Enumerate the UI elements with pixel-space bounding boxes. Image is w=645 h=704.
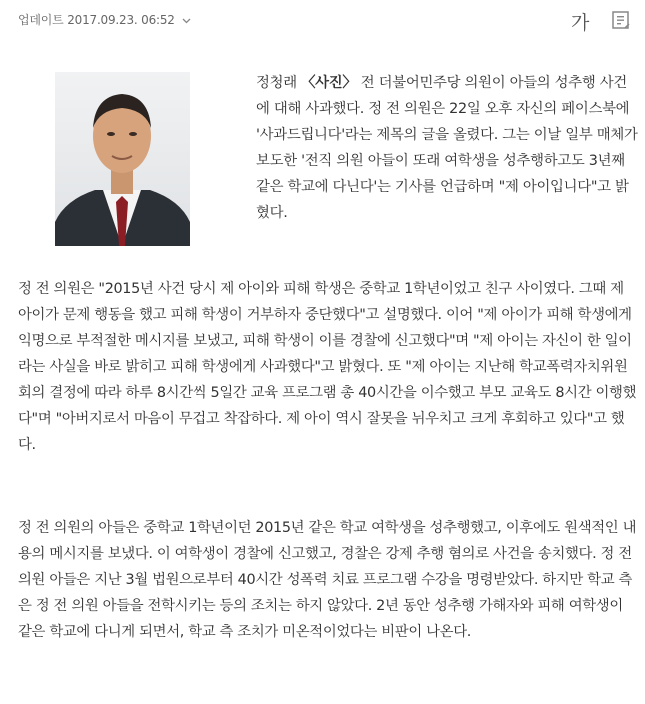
- article-toolbar: [0, 0, 645, 44]
- article-photo: [55, 72, 190, 246]
- intro-text: 전 더불어민주당 의원이 아들의 성추행 사건에 대해 사과했다. 정 전 의원은 22일 오후 자신의 페이스북에 '사과드립니다'라는 제목의 글을 올렸다. 그는 이날 일부 매체가 보도한 '전직 의원 아들이 또래 여학생을 성추행하고도 3년째 같은 학교에 다닌다'는 기사를 언급하며 "제 아이입니다"고 밝혔다.: [256, 75, 638, 221]
- body-paragraph-1: 정 전 의원은 "2015년 사건 당시 제 아이와 피해 학생은 중학교 1학년이었고 친구 사이였다. 그때 제 아이가 문제 행동을 했고 피해 학생이 거부하자 중단했다"고 설명했다. 이어 "제 아이가 피해 학생에게 익명으로 부적절한 메시지를 보냈고, 피해 학생이 이를 경찰에 신고했다"며 "제 아이는 자신이 한 일이라는 사실을 바로 밝히고 피해 학생에게 사과했다"고 밝혔다. 또 "제 아이는 지난해 학교폭력자치위원회의 결정에 따라 하루 8시간씩 5일간 교육 프로그램 총 40시간을 이수했고 부모 교육도 8시간 이행했다"며 "아버지로서 마음이 무겁고 착잡하다. 제 아이 역시 잘못을 뉘우치고 크게 후회하고 있다"고 했다.: [18, 281, 637, 453]
- chevron-down-icon[interactable]: [182, 16, 191, 27]
- person-name: 정청래: [256, 75, 297, 91]
- intro-paragraph: [256, 70, 638, 226]
- updated-label: 업데이트: [18, 13, 64, 27]
- font-size-button[interactable]: 가: [571, 12, 590, 34]
- memo-icon[interactable]: [610, 9, 632, 31]
- body-paragraph-2: 정 전 의원의 아들은 중학교 1학년이던 2015년 같은 학교 여학생을 성추행했고, 이후에도 원색적인 내용의 메시지를 보냈다. 이 여학생이 경찰에 신고했고, 경찰은 강제 추행 혐의로 사건을 송치했다. 정 전 의원 아들은 지난 3월 법원으로부터 40시간 성폭력 치료 프로그램 수강을 명령받았다. 하지만 학교 측은 정 전 의원 아들을 전학시키는 등의 조치는 하지 않았다. 2년 동안 성추행 가해자와 피해 여학생이 같은 학교에 다니게 되면서, 학교 측 조치가 미온적이었다는 비판이 나온다.: [18, 520, 637, 640]
- updated-datetime: 2017.09.23. 06:52: [67, 13, 175, 27]
- update-timestamp[interactable]: [18, 11, 191, 28]
- photo-caption-label: 〈사진〉: [301, 75, 357, 91]
